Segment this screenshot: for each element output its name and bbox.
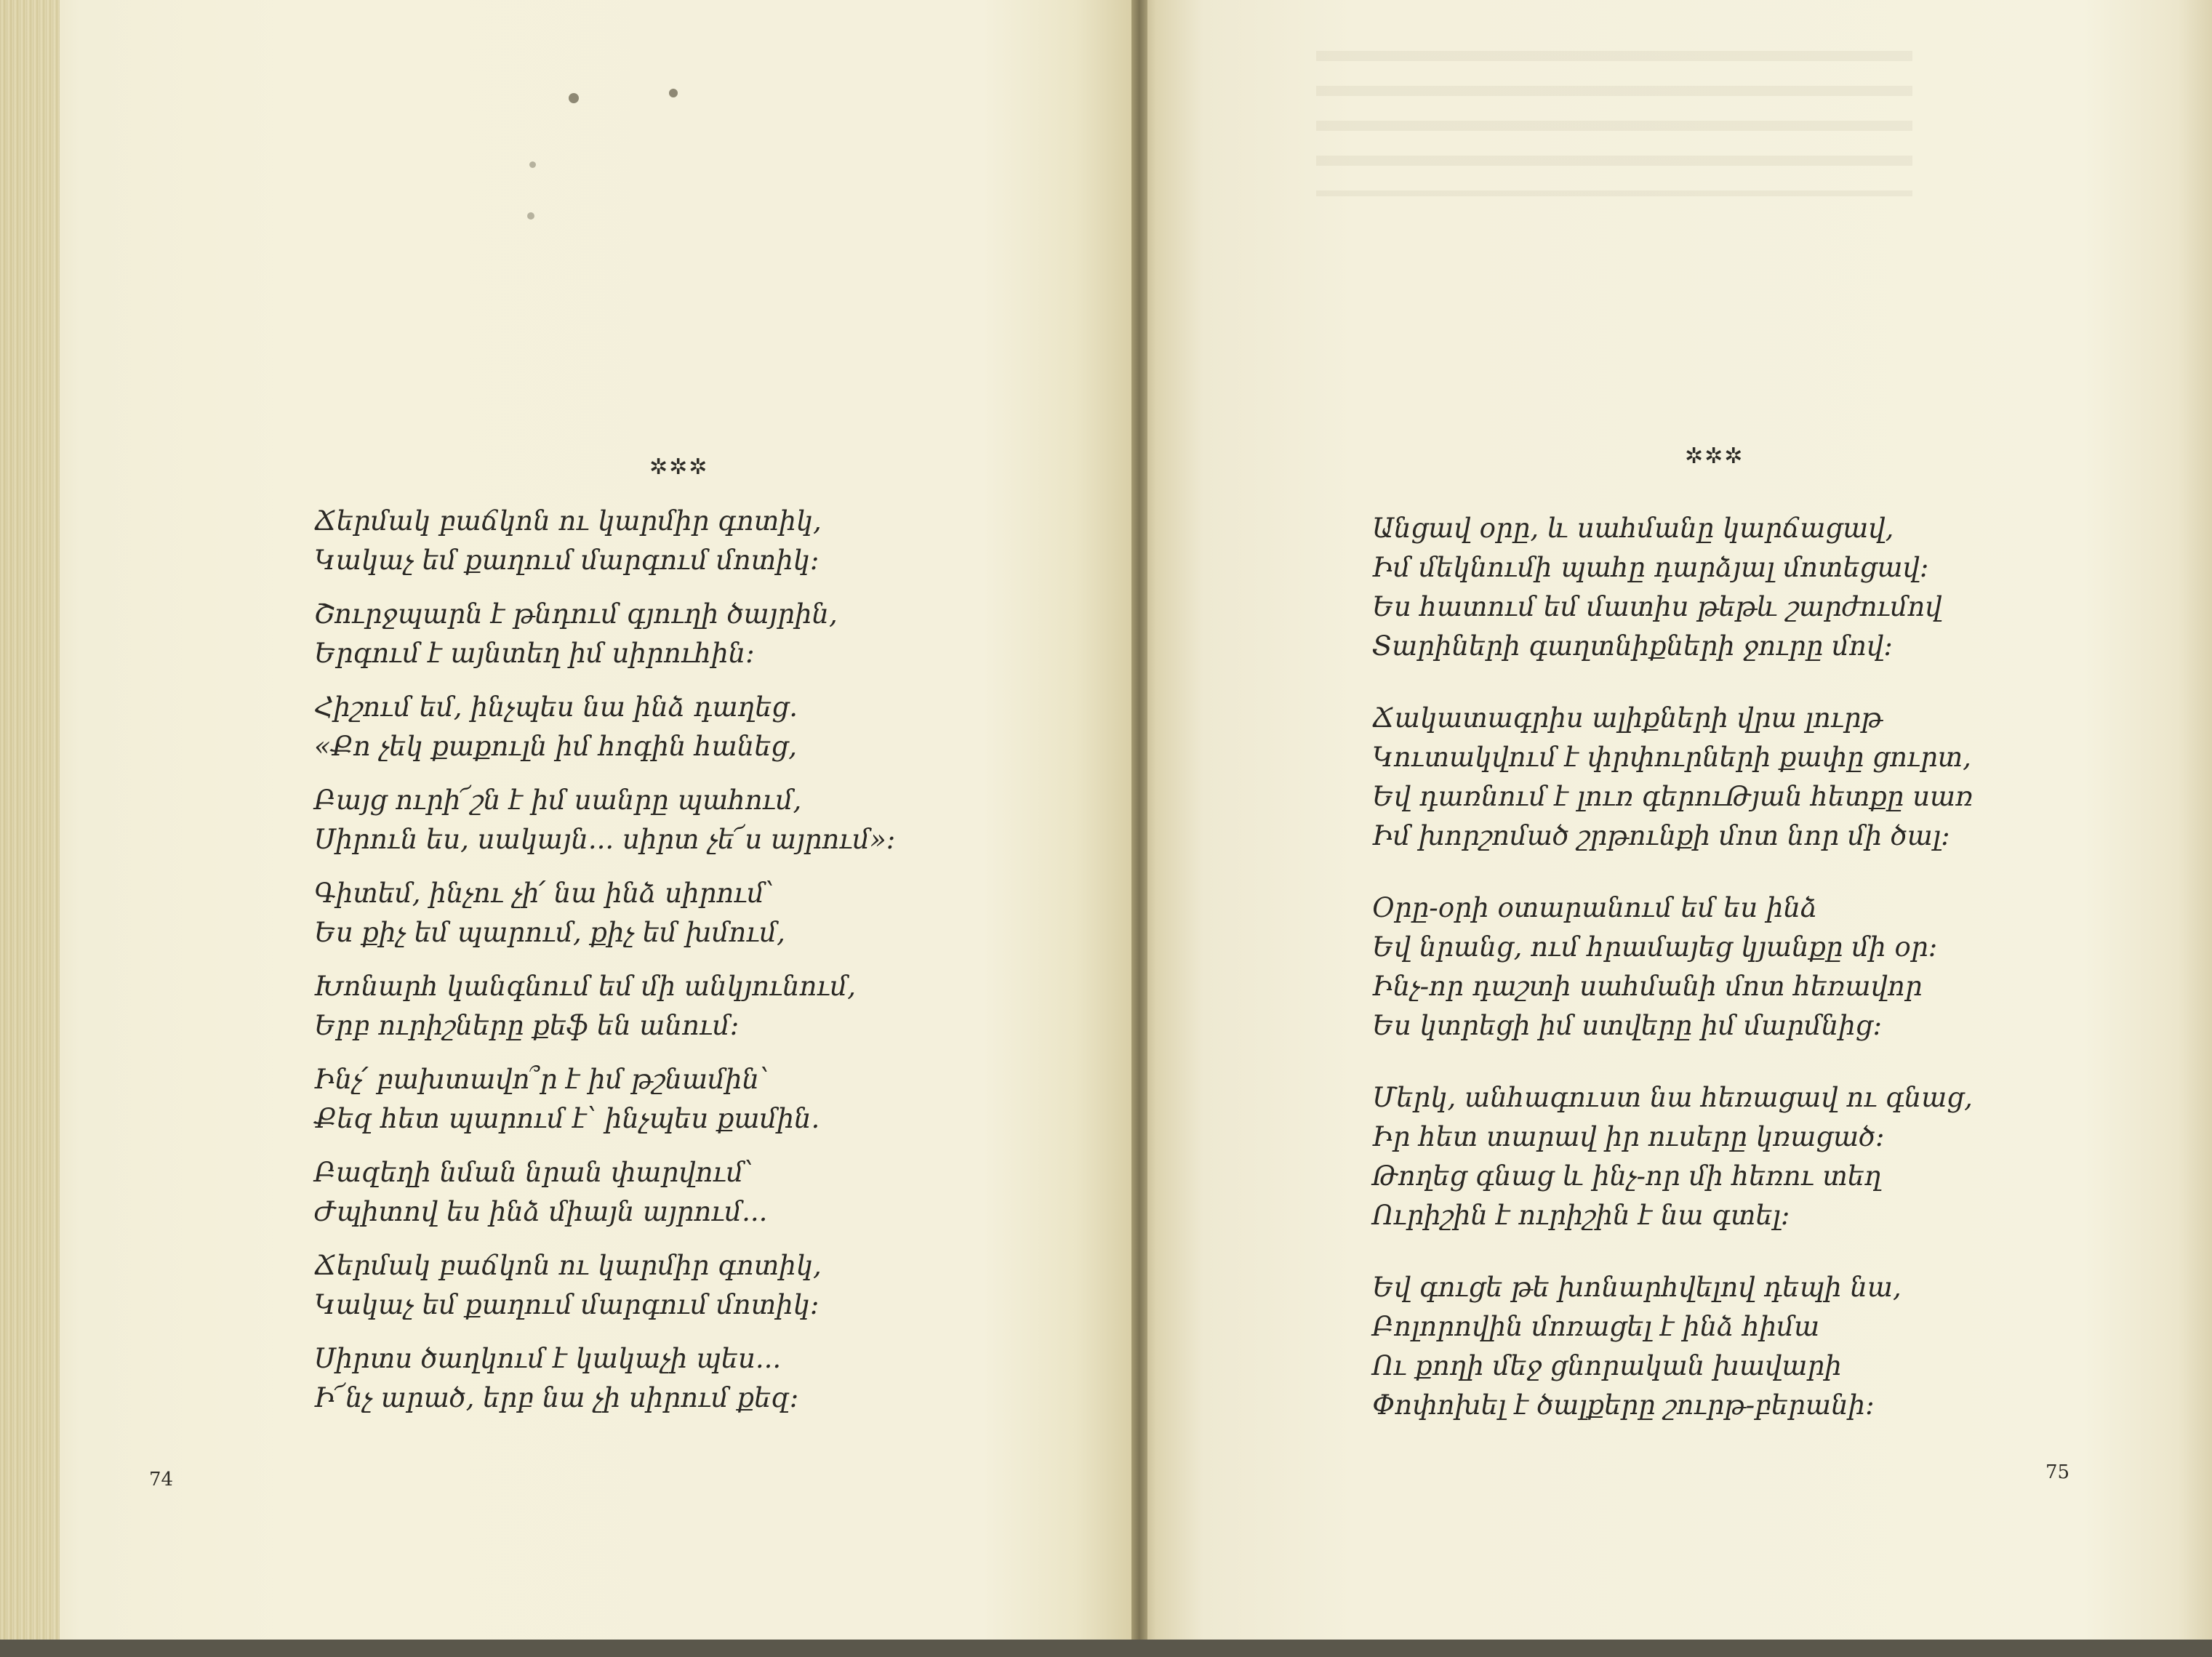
poem-line: Ես կտրեցի իմ ստվերը իմ մարմնից: (1372, 1010, 1883, 1041)
ink-spot (669, 89, 678, 97)
section-ornament: ✲✲✲ (649, 454, 709, 480)
poem-line: Ու քողի մեջ ցնորական խավարի (1372, 1350, 1842, 1381)
poem-line: Բազեղի նման նրան փարվում՝ (314, 1157, 753, 1188)
poem-line: Կակաչ եմ քաղում մարգում մոտիկ: (314, 1289, 820, 1320)
stanza (1372, 699, 1973, 856)
poem-line: Ճակատագրիս ալիքների վրա լուրթ (1372, 702, 1883, 734)
poem-line: Եվ նրանց, ում հրամայեց կյանքը մի օր: (1372, 931, 1938, 963)
poem-line: Գիտեմ, ինչու չի՛ նա ինձ սիրում՝ (314, 878, 774, 909)
poem-line: Թողեց գնաց և ինչ-որ մի հեռու տեղ (1372, 1160, 1882, 1192)
poem-line: Կուտակվում է փրփուրների քափը ցուրտ, (1372, 742, 1971, 773)
stanza (314, 595, 895, 673)
page-number: 74 (149, 1469, 174, 1491)
stanza (314, 1153, 895, 1232)
poem-line: Փոփոխել է ծալքերը շուրթ-բերանի: (1372, 1389, 1875, 1421)
poem-line: Ճերմակ բաճկոն ու կարմիր գոտիկ, (314, 505, 822, 537)
poem-line: Իմ խորշոմած շրթունքի մոտ նոր մի ծալ: (1372, 820, 1950, 851)
stanza (314, 967, 895, 1046)
poem-line: Ինչ՛ բախտավո՞ր է իմ թշնամին՝ (314, 1064, 769, 1095)
stanza (314, 781, 895, 859)
right-page (1138, 0, 2212, 1647)
page-edge-stack (0, 0, 60, 1647)
stanza (314, 874, 895, 952)
poem-line: Կակաչ եմ քաղում մարգում մոտիկ: (314, 545, 820, 576)
poem-line: Քեզ հետ պարում է՝ ինչպես քամին. (314, 1103, 820, 1134)
stanza (314, 1339, 895, 1418)
ink-spot (569, 93, 579, 103)
poem-line: Ես քիչ եմ պարում, քիչ եմ խմում, (314, 917, 785, 948)
poem-line: Իմ մեկնումի պահը դարձյալ մոտեցավ: (1372, 552, 1929, 583)
stanza (1372, 509, 1973, 666)
stanza (314, 688, 895, 766)
poem-line: Եվ դառնում է լուռ գերուԹյան հետքը սառ (1372, 781, 1973, 812)
left-poem (314, 502, 895, 1418)
poem-line: Անցավ օրը, և սահմանը կարճացավ, (1372, 513, 1894, 544)
show-through-text (1316, 51, 1912, 196)
section-ornament: ✲✲✲ (1685, 444, 1744, 469)
poem-line: Եվ գուցե թե խոնարհվելով դեպի նա, (1372, 1272, 1902, 1303)
stanza (1372, 1078, 1973, 1235)
cover-edge (0, 1640, 2212, 1657)
poem-line: Ժպիտով ես ինձ միայն այրում... (314, 1196, 768, 1227)
stanza (1372, 1268, 1973, 1425)
poem-line: Ես հատում եմ մատիս թեթև շարժումով (1372, 591, 1942, 622)
poem-line: Իր հետ տարավ իր ուսերը կռացած: (1372, 1121, 1885, 1152)
stanza (314, 1246, 895, 1325)
right-poem (1372, 509, 1973, 1425)
stanza (1372, 888, 1973, 1046)
poem-line: Օրը-օրի օտարանում եմ ես ինձ (1372, 892, 1818, 923)
poem-line: Երբ ուրիշները քեֆ են անում: (314, 1010, 740, 1041)
poem-line: Ինչ-որ դաշտի սահմանի մոտ հեռավոր (1372, 971, 1923, 1002)
stanza (314, 1060, 895, 1139)
poem-line: Երգում է այնտեղ իմ սիրուհին: (314, 638, 755, 669)
page-number: 75 (2045, 1461, 2070, 1483)
ink-spot (527, 212, 534, 220)
poem-line: Տարիների գաղտնիքների ջուրը մով: (1372, 630, 1893, 662)
poem-line: Բայց ուրի՜շն է իմ սանրը պահում, (314, 785, 802, 816)
book-gutter (1131, 0, 1147, 1647)
poem-line: Սիրտս ծաղկում է կակաչի պես... (314, 1343, 782, 1374)
poem-line: Ճերմակ բաճկոն ու կարմիր գոտիկ, (314, 1250, 822, 1281)
poem-line: Ի՜նչ արած, երբ նա չի սիրում քեզ: (314, 1382, 799, 1413)
poem-line: «Քո չեկ քաքուլն իմ հոգին հանեց, (314, 731, 797, 762)
poem-line: Խոնարհ կանգնում եմ մի անկյունում, (314, 971, 857, 1002)
poem-line: Ուրիշին է ուրիշին է նա գտել: (1372, 1200, 1790, 1231)
poem-line: Մերկ, անհագուստ նա հեռացավ ու գնաց, (1372, 1082, 1973, 1113)
poem-line: Բոլորովին մոռացել է ինձ հիմա (1372, 1311, 1820, 1342)
stanza (314, 502, 895, 580)
poem-line: Հիշում եմ, ինչպես նա ինձ դաղեց. (314, 691, 798, 723)
poem-line: Շուրջպարն է թնդում գյուղի ծայրին, (314, 598, 838, 630)
poem-line: Սիրուն ես, սակայն... սիրտ չե՜ս այրում»: (314, 824, 896, 855)
ink-spot (529, 161, 536, 168)
